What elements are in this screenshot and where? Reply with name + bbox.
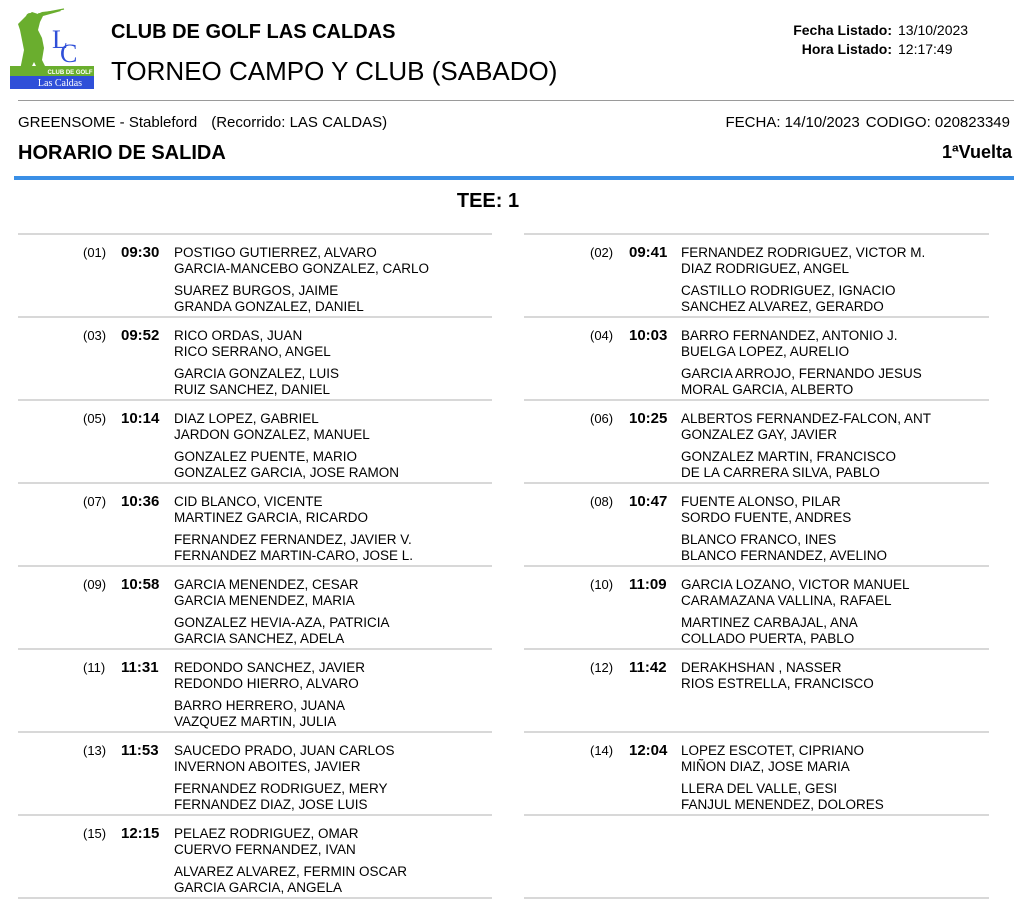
tournament-title: TORNEO CAMPO Y CLUB (SABADO) [111, 56, 558, 86]
player-name: RUIZ SANCHEZ, DANIEL [174, 382, 331, 397]
group-number: (05) [83, 411, 107, 426]
tee-time-group [18, 233, 492, 316]
player-name: SORDO FUENTE, ANDRES [681, 510, 852, 525]
tee-time: 11:53 [121, 742, 159, 759]
tee-time: 10:36 [121, 493, 160, 510]
tee-time-group [18, 648, 492, 731]
group-number: (01) [83, 245, 107, 260]
club-logo [8, 8, 94, 92]
player-name: GONZALEZ HEVIA-AZA, PATRICIA [174, 615, 390, 630]
player-name: GONZALEZ GARCIA, JOSE RAMON [174, 465, 400, 480]
player-name: CASTILLO RODRIGUEZ, IGNACIO [681, 283, 896, 298]
player-list [174, 826, 407, 896]
player-list [174, 411, 399, 481]
group-number: (13) [83, 743, 107, 758]
group-number: (09) [83, 577, 107, 592]
player-name: ALVAREZ ALVAREZ, FERMIN OSCAR [174, 864, 408, 879]
competition-info [725, 114, 1010, 131]
player-name: FERNANDEZ FERNANDEZ, JAVIER V. [174, 532, 412, 547]
player-name: GRANDA GONZALEZ, DANIEL [174, 299, 364, 314]
tee-time: 10:14 [121, 410, 160, 427]
tee-time-group [18, 482, 492, 565]
player-name: FUENTE ALONSO, PILAR [681, 494, 841, 509]
group-number: (03) [83, 328, 107, 343]
player-name: JARDON GONZALEZ, MANUEL [174, 427, 370, 442]
round-label: 1ªVuelta [941, 142, 1012, 162]
tee-time: 12:15 [121, 825, 160, 842]
tee-time-group [524, 565, 989, 648]
right-column [524, 233, 989, 899]
tee-time: 09:52 [121, 327, 160, 344]
fecha-text: FECHA: 14/10/2023 [725, 114, 860, 131]
tee-time: 10:25 [629, 410, 668, 427]
player-name: DIAZ RODRIGUEZ, ANGEL [681, 261, 850, 276]
player-name: PELAEZ RODRIGUEZ, OMAR [174, 826, 359, 841]
player-name: INVERNON ABOITES, JAVIER [174, 759, 361, 774]
player-name: DE LA CARRERA SILVA, PABLO [681, 465, 880, 480]
group-number: (06) [590, 411, 614, 426]
player-name: LLERA DEL VALLE, GESI [681, 781, 838, 796]
tee-time-group [18, 731, 492, 814]
player-name: BARRO FERNANDEZ, ANTONIO J. [681, 328, 898, 343]
group-number: (10) [590, 577, 614, 592]
player-name: BARRO HERRERO, JUANA [174, 698, 346, 713]
format-text: GREENSOME - Stableford [18, 114, 198, 131]
player-name: GARCIA LOZANO, VICTOR MANUEL [681, 577, 910, 592]
logo-c: C [60, 39, 78, 68]
tee-time: 11:09 [629, 576, 667, 593]
club-name: CLUB DE GOLF LAS CALDAS [111, 21, 396, 43]
group-number: (07) [83, 494, 107, 509]
player-name: GARCIA MENENDEZ, CESAR [174, 577, 359, 592]
player-name: GARCIA GARCIA, ANGELA [174, 880, 343, 895]
tee-time: 09:30 [121, 244, 160, 261]
player-name: CUERVO FERNANDEZ, IVAN [174, 842, 356, 857]
player-name: SANCHEZ ALVAREZ, GERARDO [681, 299, 884, 314]
player-list [681, 245, 925, 315]
player-name: ALBERTOS FERNANDEZ-FALCON, ANT [681, 411, 932, 426]
player-name: MARTINEZ GARCIA, RICARDO [174, 510, 369, 525]
player-name: BLANCO FERNANDEZ, AVELINO [681, 548, 888, 563]
player-name: SAUCEDO PRADO, JUAN CARLOS [174, 743, 395, 758]
tee-time-group [524, 648, 989, 731]
player-name: GARCIA MENENDEZ, MARIA [174, 593, 355, 608]
player-name: RIOS ESTRELLA, FRANCISCO [681, 676, 874, 691]
player-name: RICO ORDAS, JUAN [174, 328, 303, 343]
tee-time-group [18, 316, 492, 399]
player-list [174, 660, 365, 730]
tee-time-group [524, 316, 989, 399]
player-list [681, 660, 874, 692]
player-name: CARAMAZANA VALLINA, RAFAEL [681, 593, 892, 608]
player-name: FERNANDEZ RODRIGUEZ, MERY [174, 781, 388, 796]
golfer-logo-icon [8, 8, 94, 92]
player-name: MIÑON DIAZ, JOSE MARIA [681, 759, 850, 774]
tee-time: 11:31 [121, 659, 159, 676]
player-name: FERNANDEZ MARTIN-CARO, JOSE L. [174, 548, 414, 563]
tee-time-group [18, 399, 492, 482]
tee-time-group [524, 399, 989, 482]
codigo-text: CODIGO: 020823349 [865, 114, 1010, 131]
player-name: DERAKHSHAN , NASSER [681, 660, 842, 675]
left-column [18, 233, 492, 899]
tee-time: 10:58 [121, 576, 160, 593]
player-name: REDONDO SANCHEZ, JAVIER [174, 660, 366, 675]
tee-time: 10:47 [629, 493, 668, 510]
player-list [174, 328, 339, 398]
player-list [174, 494, 413, 564]
player-list [174, 577, 390, 647]
logo-name-text: Las Caldas [37, 78, 83, 89]
accent-divider [14, 176, 1014, 180]
tee-time: 09:41 [629, 244, 668, 261]
tee-time: 10:03 [629, 327, 668, 344]
header-divider [18, 100, 1014, 101]
player-list [681, 743, 884, 813]
group-number: (11) [83, 660, 106, 675]
group-number: (12) [590, 660, 614, 675]
player-list [681, 328, 922, 398]
player-name: MARTINEZ CARBAJAL, ANA [681, 615, 858, 630]
tee-time-group [524, 482, 989, 565]
player-name: SUAREZ BURGOS, JAIME [174, 283, 339, 298]
player-name: GARCIA SANCHEZ, ADELA [174, 631, 345, 646]
player-name: GARCIA-MANCEBO GONZALEZ, CARLO [174, 261, 430, 276]
player-name: RICO SERRANO, ANGEL [174, 344, 331, 359]
player-name: GARCIA ARROJO, FERNANDO JESUS [681, 366, 922, 381]
player-name: LOPEZ ESCOTET, CIPRIANO [681, 743, 865, 758]
player-name: GONZALEZ MARTIN, FRANCISCO [681, 449, 897, 464]
hora-listado-label: Hora Listado: [801, 41, 892, 57]
player-name: VAZQUEZ MARTIN, JULIA [174, 714, 337, 729]
player-list [174, 245, 429, 315]
tee-label: TEE: 1 [456, 190, 520, 212]
player-name: POSTIGO GUTIERREZ, ALVARO [174, 245, 377, 260]
listing-meta [793, 21, 1008, 59]
tee-time-group [18, 565, 492, 648]
section-title: HORARIO DE SALIDA [18, 142, 226, 164]
logo-l: L [52, 25, 68, 54]
recorrido-text: (Recorrido: LAS CALDAS) [211, 114, 388, 131]
player-name: CID BLANCO, VICENTE [174, 494, 323, 509]
player-name: FANJUL MENENDEZ, DOLORES [681, 797, 884, 812]
player-list [681, 494, 887, 564]
player-name: GONZALEZ GAY, JAVIER [681, 427, 838, 442]
group-number: (04) [590, 328, 614, 343]
group-number: (14) [590, 743, 614, 758]
player-name: MORAL GARCIA, ALBERTO [681, 382, 854, 397]
player-name: FERNANDEZ RODRIGUEZ, VICTOR M. [681, 245, 926, 260]
hora-listado-value: 12:17:49 [898, 41, 953, 57]
player-list [681, 411, 931, 481]
logo-club-text: CLUB DE GOLF [47, 70, 93, 76]
player-name: DIAZ LOPEZ, GABRIEL [174, 411, 319, 426]
player-name: REDONDO HIERRO, ALVARO [174, 676, 359, 691]
tee-time-group [524, 814, 989, 899]
fecha-listado-value: 13/10/2023 [898, 22, 969, 38]
tee-time: 11:42 [629, 659, 667, 676]
tee-time: 12:04 [629, 742, 668, 759]
player-list [174, 743, 395, 813]
player-name: GONZALEZ PUENTE, MARIO [174, 449, 358, 464]
player-name: COLLADO PUERTA, PABLO [681, 631, 855, 646]
tee-time-group [18, 814, 492, 899]
tee-time-group [524, 731, 989, 814]
player-list [681, 577, 910, 647]
competition-format [18, 114, 387, 131]
group-number: (15) [83, 826, 107, 841]
fecha-listado-label: Fecha Listado: [793, 22, 892, 38]
tee-time-group [524, 233, 989, 316]
player-name: FERNANDEZ DIAZ, JOSE LUIS [174, 797, 368, 812]
player-name: GARCIA GONZALEZ, LUIS [174, 366, 340, 381]
group-number: (08) [590, 494, 614, 509]
player-name: BLANCO FRANCO, INES [681, 532, 837, 547]
group-number: (02) [590, 245, 614, 260]
player-name: BUELGA LOPEZ, AURELIO [681, 344, 850, 359]
